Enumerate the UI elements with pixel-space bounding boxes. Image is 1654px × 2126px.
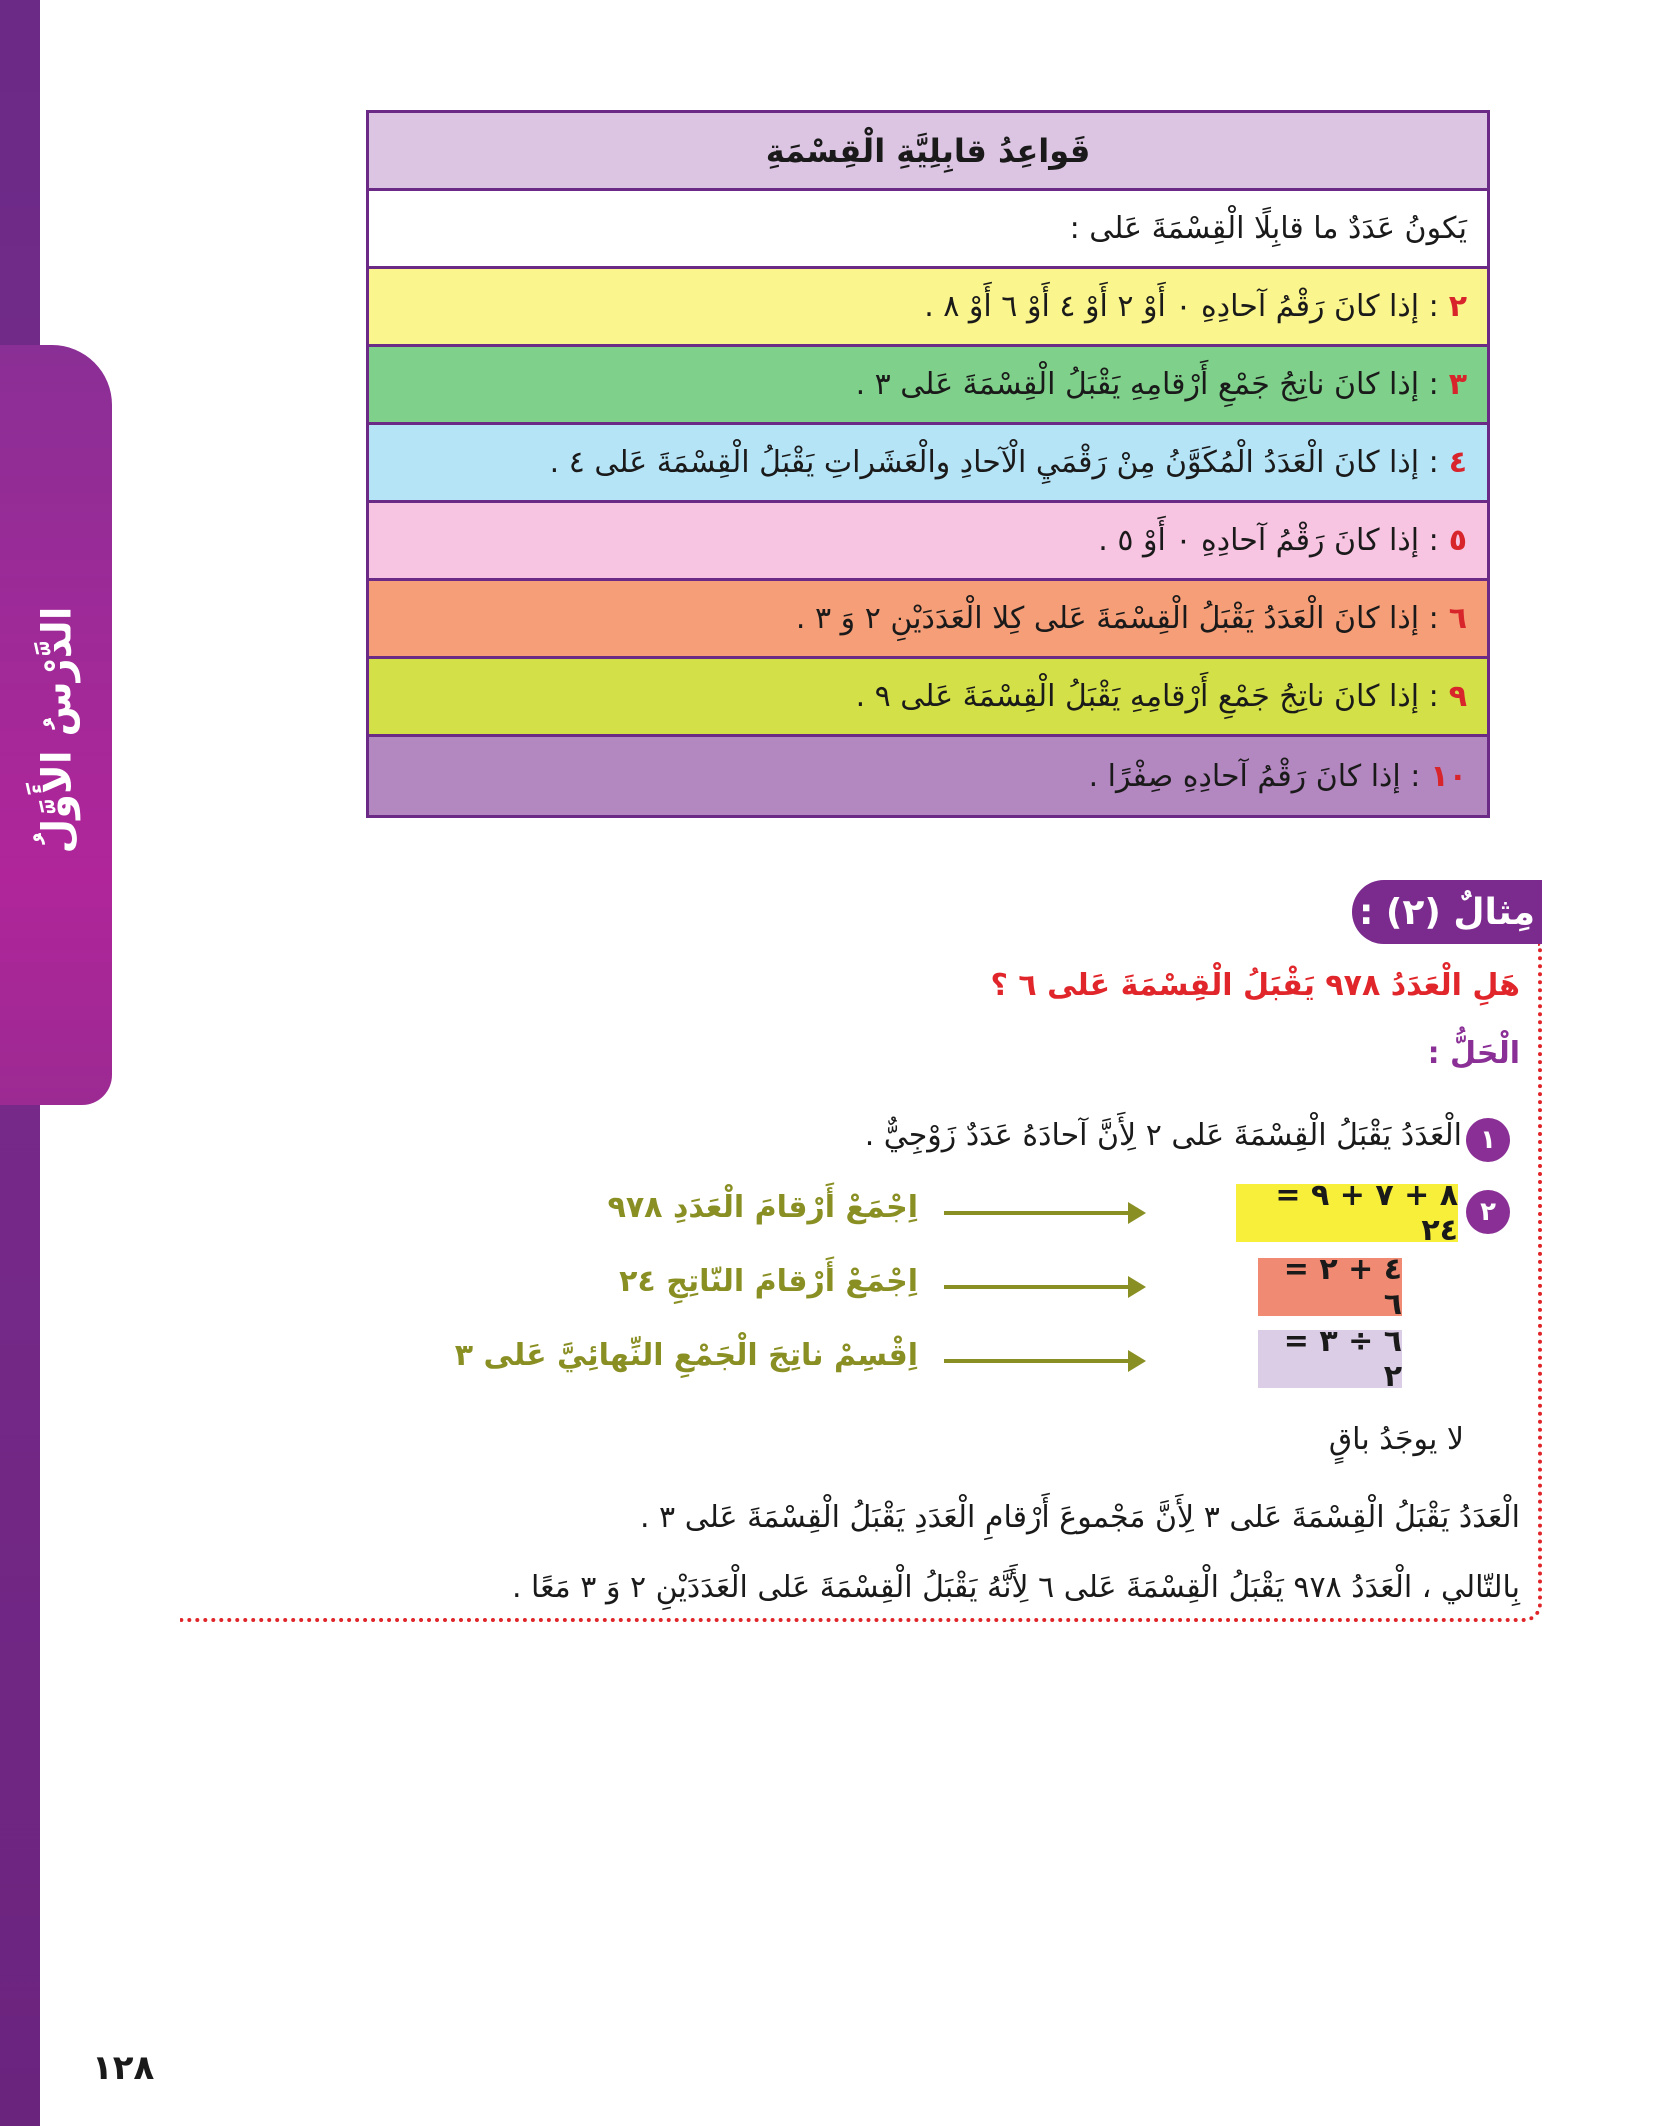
hint-sum-digits: اِجْمَعْ أَرْقامَ الْعَدَدِ ٩٧٨ bbox=[607, 1190, 918, 1225]
rules-intro-row bbox=[369, 191, 1487, 269]
arrow-1 bbox=[944, 1211, 1142, 1215]
rule-text: : إذا كانَ رَقْمُ آحادِهِ صِفْرًا . bbox=[1088, 758, 1421, 794]
rules-title-row bbox=[369, 113, 1487, 191]
lesson-label bbox=[18, 606, 98, 854]
example-header-text: مِثالٌ (٢) : bbox=[1358, 891, 1536, 933]
equation-sum-result: ٤ + ٢ = ٦ bbox=[1258, 1258, 1402, 1316]
hint-divide: اِقْسِمْ ناتِجَ الْجَمْعِ النِّهائِيَّ عَلى ٣ bbox=[454, 1338, 918, 1373]
hint-sum-result: اِجْمَعْ أَرْقامَ النّاتِجِ ٢٤ bbox=[619, 1264, 918, 1299]
lesson-label-text: الدَّرْسُ الأَوَّلُ bbox=[35, 606, 81, 854]
rule-number: ٤ bbox=[1448, 445, 1467, 480]
rule-row-5 bbox=[369, 503, 1487, 581]
step-1-text: الْعَدَدُ يَقْبَلُ الْقِسْمَةَ عَلى ٢ لِأَنَّ آحادَهُ عَدَدٌ زَوْجِيٌّ . bbox=[864, 1118, 1462, 1153]
rules-intro: يَكونُ عَدَدٌ ما قابِلًا الْقِسْمَةَ عَلى : bbox=[1069, 211, 1467, 246]
rule-number: ٩ bbox=[1448, 679, 1467, 714]
rule-row-9 bbox=[369, 659, 1487, 737]
step-1-badge: ١ bbox=[1466, 1118, 1510, 1162]
example-header bbox=[1352, 880, 1542, 944]
rule-row-10 bbox=[369, 737, 1487, 815]
rule-number: ٥ bbox=[1448, 523, 1467, 558]
rule-number: ٦ bbox=[1448, 601, 1467, 636]
rules-title: قَواعِدُ قابِلِيَّةِ الْقِسْمَةِ bbox=[765, 131, 1091, 170]
rule-number: ٣ bbox=[1448, 367, 1467, 402]
example-question: هَلِ الْعَدَدُ ٩٧٨ يَقْبَلُ الْقِسْمَةَ عَلى ٦ ؟ bbox=[990, 968, 1520, 1003]
rule-text: : إذا كانَ الْعَدَدُ يَقْبَلُ الْقِسْمَةَ عَلى كِلا الْعَدَدَيْنِ ٢ وَ ٣ . bbox=[795, 601, 1439, 636]
conclusion-2: بِالتّالي ، الْعَدَدُ ٩٧٨ يَقْبَلُ الْقِسْمَةَ عَلى ٦ لِأَنَّهُ يَقْبَلُ الْقِسْمَةَ عَلى الْعَدَدَيْنِ ٢ وَ ٣ مَعًا . bbox=[511, 1570, 1520, 1605]
equation-sum-digits: ٨ + ٧ + ٩ = ٢٤ bbox=[1236, 1184, 1458, 1242]
no-remainder-text: لا يوجَدُ باقٍ bbox=[1328, 1422, 1464, 1457]
rule-number: ١٠ bbox=[1430, 758, 1467, 794]
page-number: ١٢٨ bbox=[92, 2048, 155, 2088]
rule-text: : إذا كانَ رَقْمُ آحادِهِ ٠ أَوْ ٢ أَوْ ٤ أَوْ ٦ أَوْ ٨ . bbox=[924, 289, 1439, 324]
rule-text: : إذا كانَ ناتِجُ جَمْعِ أَرْقامِهِ يَقْبَلُ الْقِسْمَةَ عَلى ٣ . bbox=[855, 367, 1439, 402]
rule-text: : إذا كانَ ناتِجُ جَمْعِ أَرْقامِهِ يَقْبَلُ الْقِسْمَةَ عَلى ٩ . bbox=[855, 679, 1439, 714]
equation-divide: ٦ ÷ ٣ = ٢ bbox=[1258, 1330, 1402, 1388]
conclusion-1: الْعَدَدُ يَقْبَلُ الْقِسْمَةَ عَلى ٣ لِأَنَّ مَجْموعَ أَرْقامِ الْعَدَدِ يَقْبَلُ الْقِسْمَةَ عَلى ٣ . bbox=[639, 1500, 1520, 1535]
divisibility-rules-table bbox=[366, 110, 1490, 818]
rule-row-6 bbox=[369, 581, 1487, 659]
solution-label: الْحَلُّ : bbox=[1427, 1036, 1520, 1071]
step-2-badge: ٢ bbox=[1466, 1190, 1510, 1234]
rule-text: : إذا كانَ رَقْمُ آحادِهِ ٠ أَوْ ٥ . bbox=[1098, 523, 1439, 558]
rule-row-4 bbox=[369, 425, 1487, 503]
rule-row-3 bbox=[369, 347, 1487, 425]
rule-number: ٢ bbox=[1448, 289, 1467, 324]
rule-text: : إذا كانَ الْعَدَدُ الْمُكَوَّنُ مِنْ رَقْمَيِ الْآحادِ والْعَشَراتِ يَقْبَلُ الْقِسْمَةَ عَلى ٤ . bbox=[549, 445, 1439, 480]
arrow-2 bbox=[944, 1285, 1142, 1289]
rule-row-2 bbox=[369, 269, 1487, 347]
arrow-3 bbox=[944, 1359, 1142, 1363]
